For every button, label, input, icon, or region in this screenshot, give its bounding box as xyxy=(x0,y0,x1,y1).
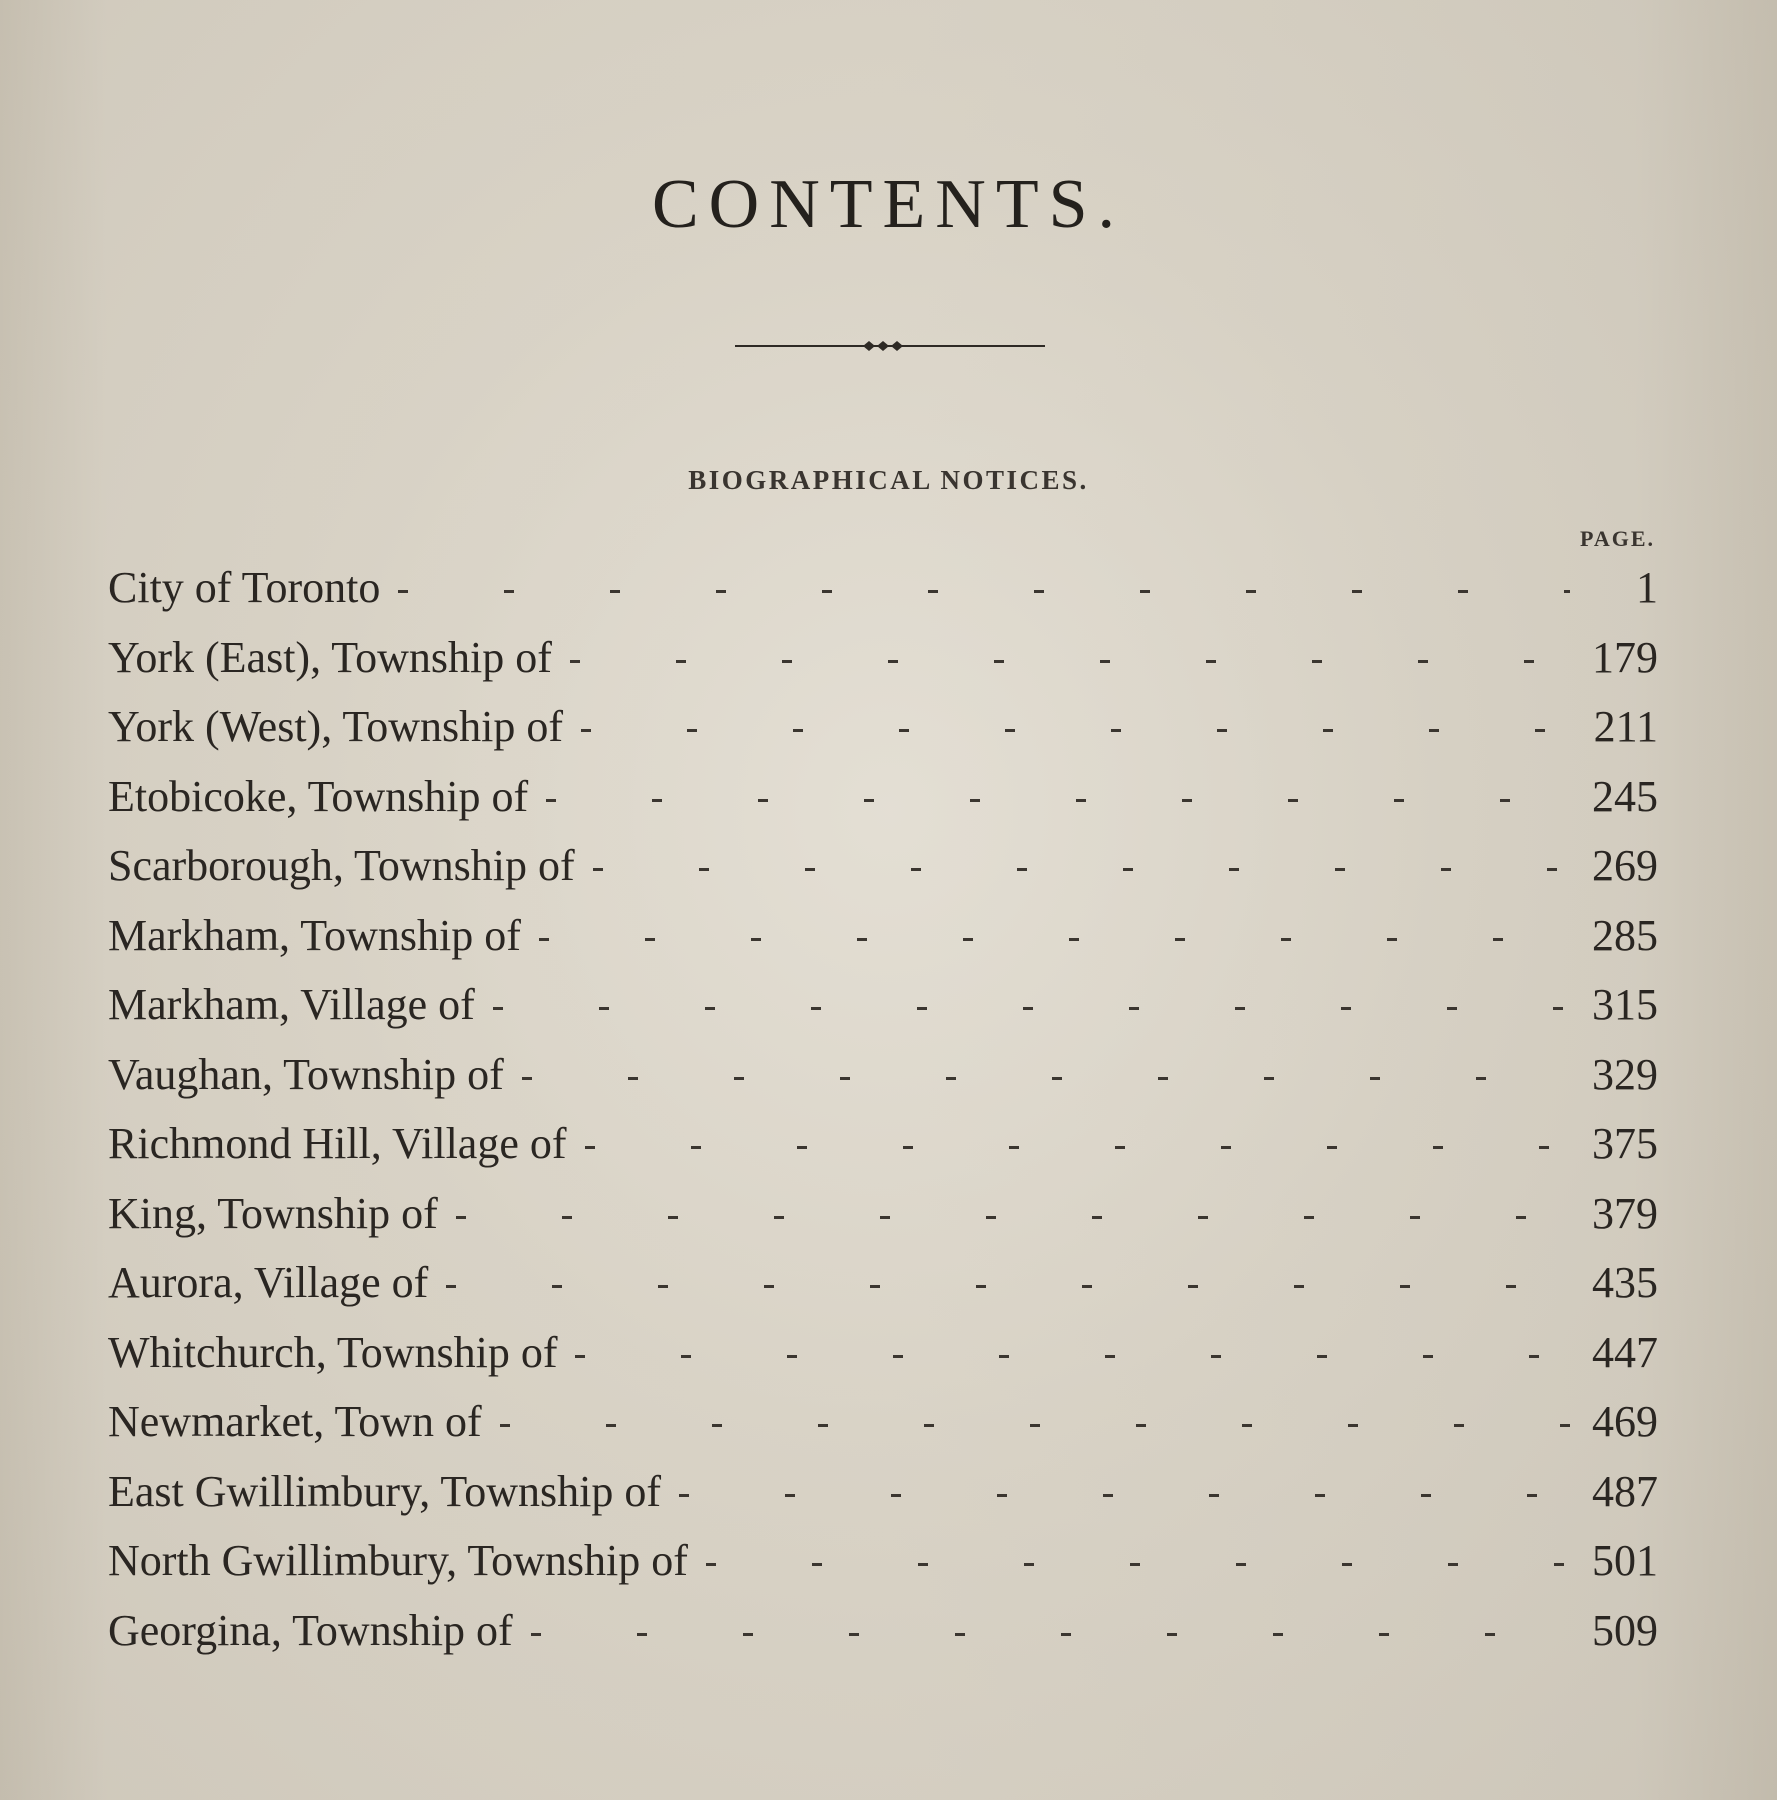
toc-entry-label: Vaughan, Township of xyxy=(108,1049,504,1099)
toc-entry-page: 315 xyxy=(1592,980,1658,1030)
toc-entry-label: East Gwillimbury, Township of xyxy=(108,1466,662,1516)
dot-leader xyxy=(522,1077,1570,1080)
toc-entry-page: 501 xyxy=(1592,1536,1658,1586)
toc-entry-label: Georgina, Township of xyxy=(108,1605,513,1655)
section-heading: BIOGRAPHICAL NOTICES. xyxy=(688,465,1089,495)
toc-entry-label: Newmarket, Town of xyxy=(108,1397,482,1447)
toc-entry xyxy=(108,1179,1658,1249)
dot-leader xyxy=(570,660,1570,663)
toc-entry xyxy=(108,1526,1658,1596)
toc-entry xyxy=(108,901,1658,971)
toc-entry xyxy=(108,553,1658,623)
dot-leader xyxy=(398,590,1570,593)
dot-leader xyxy=(581,729,1570,732)
toc-entry xyxy=(108,1318,1658,1388)
page-title: CONTENTS. xyxy=(651,166,1126,243)
dot-leader xyxy=(531,1633,1570,1636)
toc-entry-label: Markham, Village of xyxy=(108,980,475,1030)
dot-leader xyxy=(539,938,1570,941)
ornament-divider-icon xyxy=(735,334,1045,358)
toc-entry-page: 179 xyxy=(1592,632,1658,682)
toc-entry-page: 487 xyxy=(1592,1466,1658,1516)
toc-entry xyxy=(108,1109,1658,1179)
toc-entry-page: 285 xyxy=(1592,910,1658,960)
dot-leader xyxy=(585,1146,1571,1149)
toc-entry xyxy=(108,623,1658,693)
toc-entry-page: 447 xyxy=(1592,1327,1658,1377)
toc-entry-label: York (West), Township of xyxy=(108,702,563,752)
dot-leader xyxy=(493,1007,1570,1010)
dot-leader xyxy=(546,799,1570,802)
dot-leader xyxy=(500,1424,1570,1427)
toc-entry-label: City of Toronto xyxy=(108,563,381,613)
toc-entry-page: 509 xyxy=(1592,1605,1658,1655)
toc-entry-label: King, Township of xyxy=(108,1188,438,1238)
toc-entry-label: Markham, Township of xyxy=(108,910,521,960)
table-of-contents xyxy=(108,553,1658,1665)
toc-entry xyxy=(108,1248,1658,1318)
dot-leader xyxy=(446,1285,1570,1288)
toc-entry-label: York (East), Township of xyxy=(108,632,552,682)
toc-entry-label: Richmond Hill, Village of xyxy=(108,1119,567,1169)
toc-entry xyxy=(108,1040,1658,1110)
toc-entry-label: Scarborough, Township of xyxy=(108,841,575,891)
dot-leader xyxy=(593,868,1570,871)
toc-entry xyxy=(108,970,1658,1040)
toc-entry-page: 269 xyxy=(1592,841,1658,891)
toc-entry xyxy=(108,1387,1658,1457)
toc-entry xyxy=(108,692,1658,762)
toc-entry-page: 375 xyxy=(1592,1119,1658,1169)
toc-entry-label: Etobicoke, Township of xyxy=(108,771,529,821)
dot-leader xyxy=(456,1216,1570,1219)
dot-leader xyxy=(706,1563,1570,1566)
toc-entry-label: Whitchurch, Township of xyxy=(108,1327,558,1377)
toc-entry-page: 1 xyxy=(1636,563,1658,613)
toc-entry-label: North Gwillimbury, Township of xyxy=(108,1536,688,1586)
toc-entry-page: 435 xyxy=(1592,1258,1658,1308)
dot-leader xyxy=(679,1494,1570,1497)
toc-entry-page: 211 xyxy=(1593,702,1658,752)
toc-entry-page: 245 xyxy=(1592,771,1658,821)
toc-entry xyxy=(108,1596,1658,1666)
toc-entry-label: Aurora, Village of xyxy=(108,1258,429,1308)
toc-entry-page: 329 xyxy=(1592,1049,1658,1099)
dot-leader xyxy=(575,1355,1570,1358)
page-column-heading: PAGE. xyxy=(1580,526,1655,551)
toc-entry-page: 469 xyxy=(1592,1397,1658,1447)
toc-entry xyxy=(108,1457,1658,1527)
toc-entry xyxy=(108,762,1658,832)
toc-entry-page: 379 xyxy=(1592,1188,1658,1238)
toc-entry xyxy=(108,831,1658,901)
